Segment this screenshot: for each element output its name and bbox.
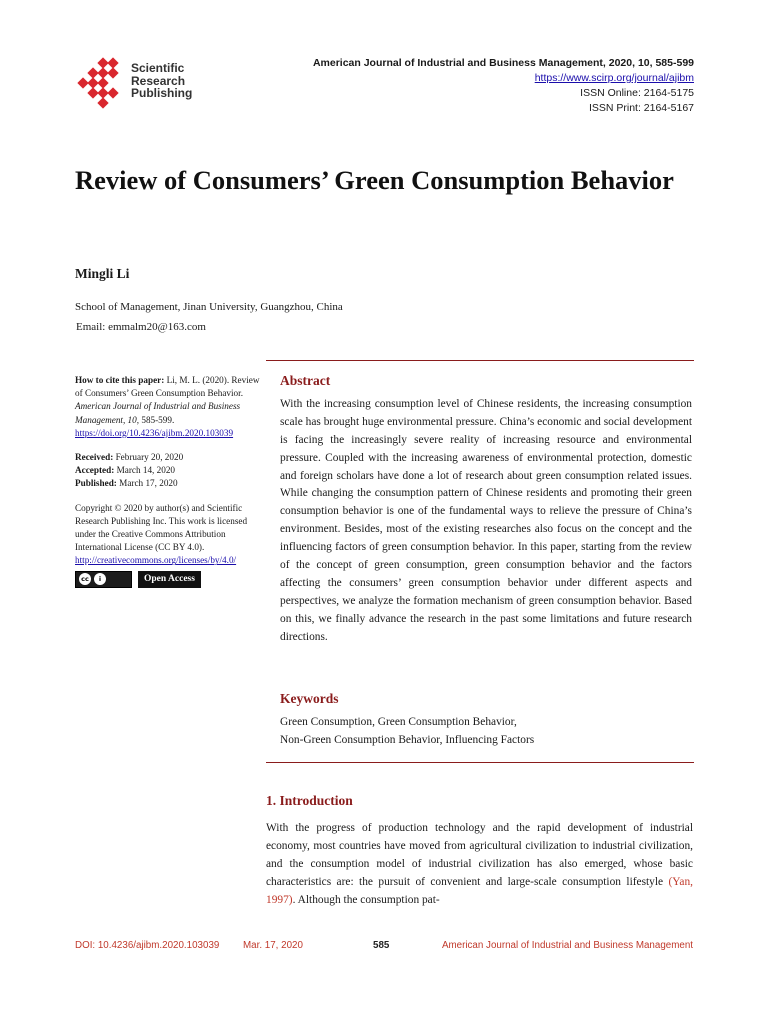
footer-date: Mar. 17, 2020 [243, 940, 303, 951]
introduction-heading: 1. Introduction [266, 793, 353, 808]
page-footer [75, 940, 693, 954]
scirp-diamond-logo-icon [75, 57, 129, 111]
keywords-bottom-rule [266, 762, 694, 763]
published-label: Published: [75, 478, 117, 489]
citation-link[interactable]: (Yan, 1997) [266, 875, 693, 906]
journal-info [313, 56, 694, 116]
publisher-logo [75, 55, 205, 115]
keywords-section [280, 690, 692, 750]
author-email: Email: emmalm20@163.com [76, 321, 206, 333]
license-link[interactable]: http://creativecommons.org/licenses/by/4.0/ [75, 555, 237, 566]
published-date: March 17, 2020 [116, 478, 178, 489]
accepted-label: Accepted: [75, 465, 115, 476]
article-sidebar [75, 374, 265, 588]
received-date: February 20, 2020 [113, 452, 184, 463]
issn-print: ISSN Print: 2164-5167 [588, 102, 694, 114]
copyright-text: Copyright © 2020 by author(s) and Scientific Research Publishing Inc. This work is licensed under the Creative Commons Attribution International License (CC BY 4.0). [75, 502, 248, 553]
introduction-section [266, 792, 693, 909]
keywords-line-1: Green Consumption, Green Consumption Behavior, [280, 715, 517, 728]
article-dates [75, 451, 265, 491]
open-access-badge: Open Access [138, 571, 201, 588]
introduction-text: With the progress of production technology and the rapid development of industrial economy, most countries have moved from agricultural civilization to industrial civilization, and the consumption model of industrial civilization has also emerged, whose basic characteristics are: the pursuit of convenient and large-scale consumption lifestyle (Yan, 1997). Although the consumption pat- [266, 821, 693, 906]
publisher-name: Scientific Research Publishing [131, 61, 193, 100]
abstract-section [280, 372, 692, 647]
author-affiliation: School of Management, Jinan University, Guangzhou, China [75, 301, 343, 313]
by-attribution-icon: i [94, 573, 106, 585]
doi-link[interactable]: https://doi.org/10.4236/ajibm.2020.103039 [75, 427, 234, 438]
paper-title: Review of Consumers’ Green Consumption Behavior [75, 165, 674, 195]
page-number: 585 [373, 940, 390, 951]
abstract-heading: Abstract [280, 373, 331, 388]
issn-online: ISSN Online: 2164-5175 [580, 87, 694, 99]
copyright-block [75, 502, 265, 588]
author-name: Mingli Li [75, 266, 130, 281]
cite-text: Li, M. L. (2020). Review of Consumers’ Green Consumption Behavior. [75, 375, 260, 399]
cite-label: How to cite this paper: [75, 375, 165, 385]
how-to-cite [75, 374, 265, 440]
journal-url-link[interactable]: https://www.scirp.org/journal/ajibm [534, 72, 694, 84]
cc-by-badge[interactable] [75, 571, 132, 588]
footer-doi: DOI: 10.4236/ajibm.2020.103039 [75, 940, 220, 951]
keywords-heading: Keywords [280, 691, 339, 706]
cite-journal: American Journal of Industrial and Business Management, 10, [75, 401, 241, 425]
journal-citation: American Journal of Industrial and Business Management, 2020, 10, 585-599 [312, 57, 694, 69]
received-label: Received: [75, 452, 114, 463]
keywords-line-2: Non-Green Consumption Behavior, Influencing Factors [280, 733, 535, 746]
abstract-top-rule [266, 360, 694, 361]
license-badges [75, 571, 265, 588]
cc-icon: cc [79, 573, 91, 585]
cite-pages: 585-599. [139, 414, 175, 425]
footer-journal: American Journal of Industrial and Business Management [441, 940, 693, 951]
accepted-date: March 14, 2020 [114, 465, 176, 476]
abstract-text: With the increasing consumption level of Chinese residents, the increasing consumption scale has brought huge environmental pressure. China’s economic and social development is facing the increasingly severe reality of increasing resource and environmental pressure. Coupled with the increasing awareness of environmental protection, domestic and foreign scholars have done a lot of research about green consumption related issues. While changing the consumption pattern of Chinese residents and promoting their green consumption behavior is one of the fundamental ways to relieve the pressure of China’s environment. Besides, most of the existing researches also focus on the concept and the influencing factors of green consumption behavior. In this paper, starting from the review of the concept of green consumption, green consumption behavior and the factors affecting the consumers’ green consumption behavior under different aspects and perspectives, we analyze the formation mechanism of green consumption behavior. Based on this, we finally advance the research in the past some limitations and future research directions. [280, 397, 692, 643]
